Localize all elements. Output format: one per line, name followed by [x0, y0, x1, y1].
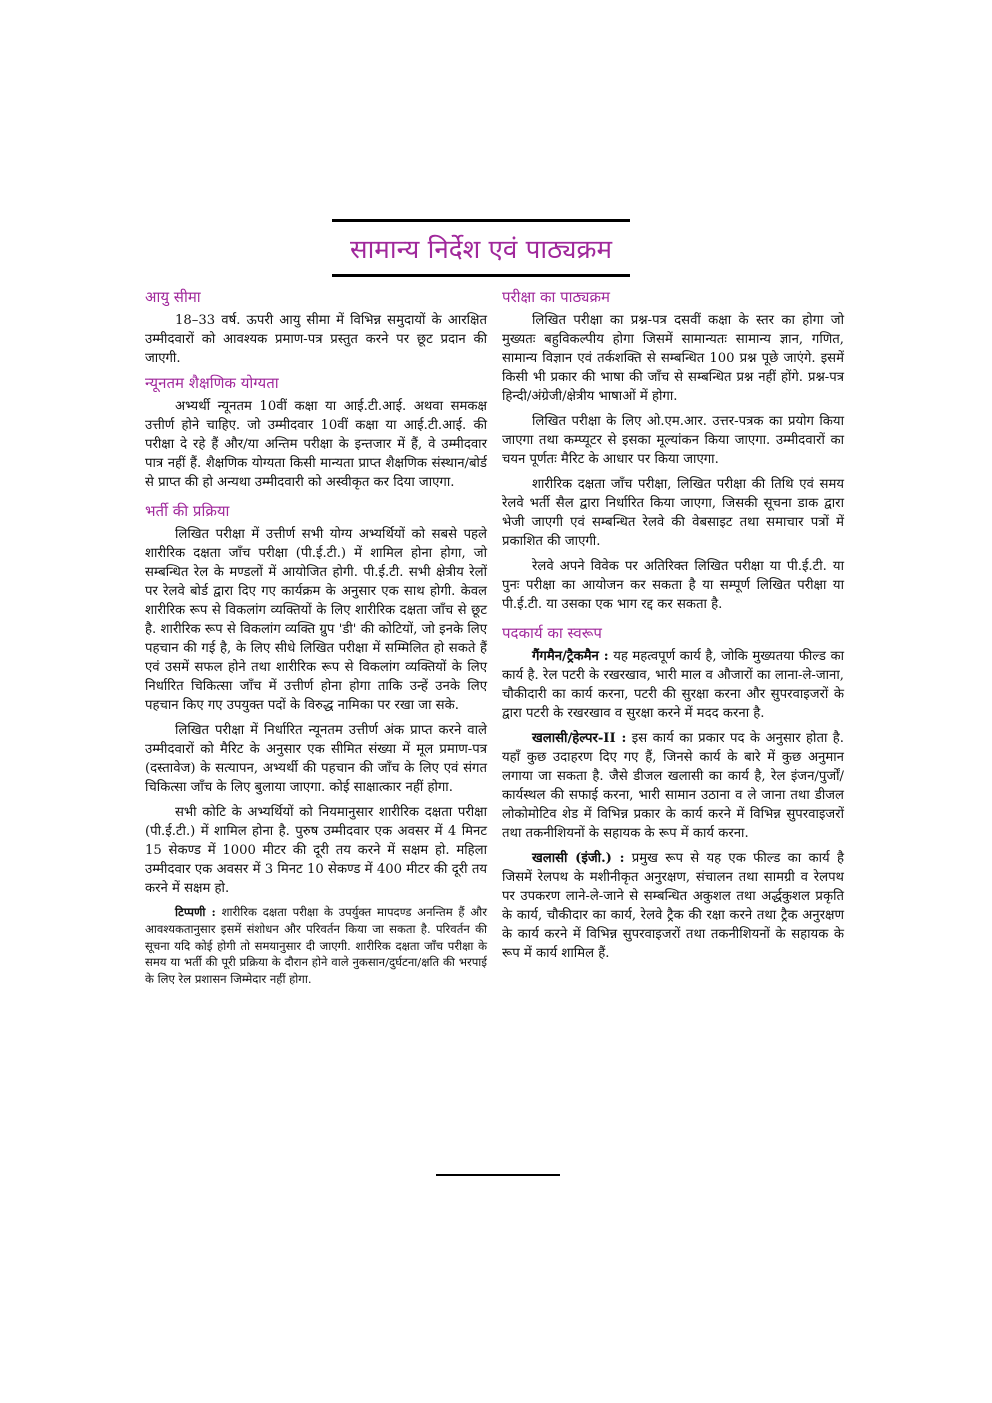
education-heading: न्यूनतम शैक्षणिक योग्यता [145, 374, 279, 392]
khalasi-paragraph [502, 849, 844, 963]
syllabus-paragraph-3: शारीरिक दक्षता जाँच परीक्षा, लिखित परीक्षा की तिथि एवं समय रेलवे भर्ती सैल द्वारा निर्धारित किया जाएगा, जिसकी सूचना डाक द्वारा भेजी जाएगी एवं सम्बन्धित रेलवे की वेबसाइट तथा समाचार पत्रों में प्रकाशित की जाएगी. [502, 477, 844, 549]
helper-text: इस कार्य का प्रकार पद के अनुसार होता है. यहाँ कुछ उदाहरण दिए गए हैं, जिनसे कार्य के बारे में कुछ अनुमान लगाया जा सकता है. जैसे डीजल खलासी का कार्य है, रेल इंजन/पुर्जों/कार्यस्थल की सफाई करना, भारी सामान उठाना व ले जाना तथा डीजल लोकोमोटिव शेड में विभिन्न प्रकार के कार्य करने में विभिन्न सुपरवाइजरों तथा तकनीशियनों के सहायक के रूप में कार्य करना. [502, 731, 844, 841]
bottom-divider [436, 1174, 560, 1176]
gangman-paragraph [502, 647, 844, 723]
gangman-label: गैंगमैन/ट्रैकमैन : [532, 649, 609, 664]
khalasi-label: खलासी (इंजी.) : [532, 851, 625, 866]
process-paragraph-1: लिखित परीक्षा में उत्तीर्ण सभी योग्य अभ्यर्थियों को सबसे पहले शारीरिक दक्षता जाँच परीक्षा (पी.ई.टी.) में शामिल होना होगा, जो सम्बन्धित रेल के मण्डलों में आयोजित होगी. पी.ई.टी. सभी क्षेत्रीय रेलों पर रेलवे बोर्ड द्वारा दिए गए कार्यक्रम के अनुसार एक साथ होगी. केवल शारीरिक रूप से विकलांग व्यक्तियों के लिए शारीरिक दक्षता जाँच से छूट है. शारीरिक रूप से विकलांग व्यक्ति ग्रुप 'डी' की कोटियों, जो इनके लिए पहचान की गई है, के लिए सीधे लिखित परीक्षा में सम्मिलित हो सकते हैं एवं उसमें सफल होने तथा शारीरिक रूप से विकलांग व्यक्तियों के लिए निर्धारित चिकित्सा जाँच में उत्तीर्ण होना होगा ताकि उन्हें उनके लिए पहचान किए गए उपयुक्त पदों के विरुद्ध नामिका पर रखा जा सके. [145, 527, 487, 713]
education-text: अभ्यर्थी न्यूनतम 10वीं कक्षा या आई.टी.आई. अथवा समकक्ष उत्तीर्ण होने चाहिए. जो उम्मीदवार 10वीं कक्षा या आई.टी.आई. की परीक्षा दे रहे हैं और/या अन्तिम परीक्षा के इन्तजार में हैं, वे उम्मीदवार पात्र नहीं हैं. शैक्षणिक योग्यता किसी मान्यता प्राप्त शैक्षणिक संस्थान/बोर्ड से प्राप्त की हो अन्यथा उम्मीदवारी को अस्वीकृत कर दिया जाएगा. [145, 399, 487, 490]
syllabus-paragraph-4: रेलवे अपने विवेक पर अतिरिक्त लिखित परीक्षा या पी.ई.टी. या पुनः परीक्षा का आयोजन कर सकता है या सम्पूर्ण लिखित परीक्षा या पी.ई.टी. या उसका एक भाग रद्द कर सकता है. [502, 559, 844, 612]
helper-paragraph [502, 729, 844, 843]
process-paragraph-3: सभी कोटि के अभ्यर्थियों को नियमानुसार शारीरिक दक्षता परीक्षा (पी.ई.टी.) में शामिल होना है. पुरुष उम्मीदवार एक अवसर में 4 मिनट 15 सेकण्ड में 1000 मीटर की दूरी तय करने में सक्षम हो. महिला उम्मीदवार एक अवसर में 3 मिनट 10 सेकण्ड में 400 मीटर की दूरी तय करने में सक्षम हो. [145, 805, 487, 896]
syllabus-paragraph-2: लिखित परीक्षा के लिए ओ.एम.आर. उत्तर-पत्रक का प्रयोग किया जाएगा तथा कम्प्यूटर से इसका मूल्यांकन किया जाएगा. उम्मीदवारों का चयन पूर्णतः मैरिट के आधार पर किया जाएगा. [502, 414, 844, 467]
note-label: टिप्पणी : [175, 905, 216, 919]
khalasi-text: प्रमुख रूप से यह एक फील्ड का कार्य है जिसमें रेलपथ के मशीनीकृत अनुरक्षण, संचालन तथा सामग्री व रेलपथ पर उपकरण लाने-ले-जाने से सम्बन्धित अकुशल तथा अर्द्धकुशल प्रकृति के कार्य, चौकीदार का कार्य, रेलवे ट्रैक की रक्षा करने तथा ट्रैक अनुरक्षण के कार्य करने में विभिन्न सुपरवाइजरों तथा तकनीशियनों के सहायक के रूप में कार्य शामिल हैं. [502, 851, 844, 961]
note-paragraph [145, 904, 487, 988]
note-text: शारीरिक दक्षता परीक्षा के उपर्युक्त मापदण्ड अनन्तिम हैं और आवश्यकतानुसार इसमें संशोधन और परिवर्तन किया जा सकता है. परिवर्तन की सूचना यदि कोई होगी तो समयानुसार दी जाएगी. शारीरिक दक्षता जाँच परीक्षा के समय या भर्ती की पूरी प्रक्रिया के दौरान होने वाले नुकसान/दुर्घटना/क्षति की भरपाई के लिए रेल प्रशासन जिम्मेदार नहीं होगा. [145, 905, 487, 987]
gangman-text: यह महत्वपूर्ण कार्य है, जोकि मुख्यतया फील्ड का कार्य है. रेल पटरी के रखरखाव, भारी माल व औजारों का लाना-ले-जाना, चौकीदारी का कार्य करना, पटरी की सुरक्षा करना और सुपरवाइजरों के द्वारा पटरी के रखरखाव व सुरक्षा करने में मदद करना है. [502, 649, 844, 721]
right-column [502, 288, 844, 969]
recruitment-process-heading: भर्ती की प्रक्रिया [145, 502, 230, 520]
left-column [145, 288, 487, 994]
syllabus-paragraph-1: लिखित परीक्षा का प्रश्न-पत्र दसवीं कक्षा के स्तर का होगा जो मुख्यतः बहुविकल्पीय होगा जिसमें सामान्यतः सामान्य ज्ञान, गणित, सामान्य विज्ञान एवं तर्कशक्ति से सम्बन्धित 100 प्रश्न पूछे जाएंगे. इसमें किसी भी प्रकार की भाषा की जाँच से सम्बन्धित प्रश्न नहीं होंगे. प्रश्न-पत्र हिन्दी/अंग्रेजी/क्षेत्रीय भाषाओं में होगा. [502, 313, 844, 404]
job-nature-heading: पदकार्य का स्वरूप [502, 624, 602, 642]
title-box [332, 219, 630, 277]
helper-label: खलासी/हेल्पर-II : [532, 731, 627, 746]
syllabus-heading: परीक्षा का पाठ्यक्रम [502, 288, 610, 306]
page-title: सामान्य निर्देश एवं पाठ्यक्रम [350, 235, 612, 265]
process-paragraph-2: लिखित परीक्षा में निर्धारित न्यूनतम उत्तीर्ण अंक प्राप्त करने वाले उम्मीदवारों को मैरिट के अनुसार एक सीमित संख्या में मूल प्रमाण-पत्र (दस्तावेज) के सत्यापन, अभ्यर्थी की पहचान की जाँच के लिए एवं संगत चिकित्सा जाँच के लिए बुलाया जाएगा. कोई साक्षात्कार नहीं होगा. [145, 723, 487, 795]
age-limit-heading: आयु सीमा [145, 288, 201, 306]
age-limit-text: 18–33 वर्ष. ऊपरी आयु सीमा में विभिन्न समुदायों के आरक्षित उम्मीदवारों को आवश्यक प्रमाण-पत्र प्रस्तुत करने पर छूट प्रदान की जाएगी. [145, 313, 487, 366]
